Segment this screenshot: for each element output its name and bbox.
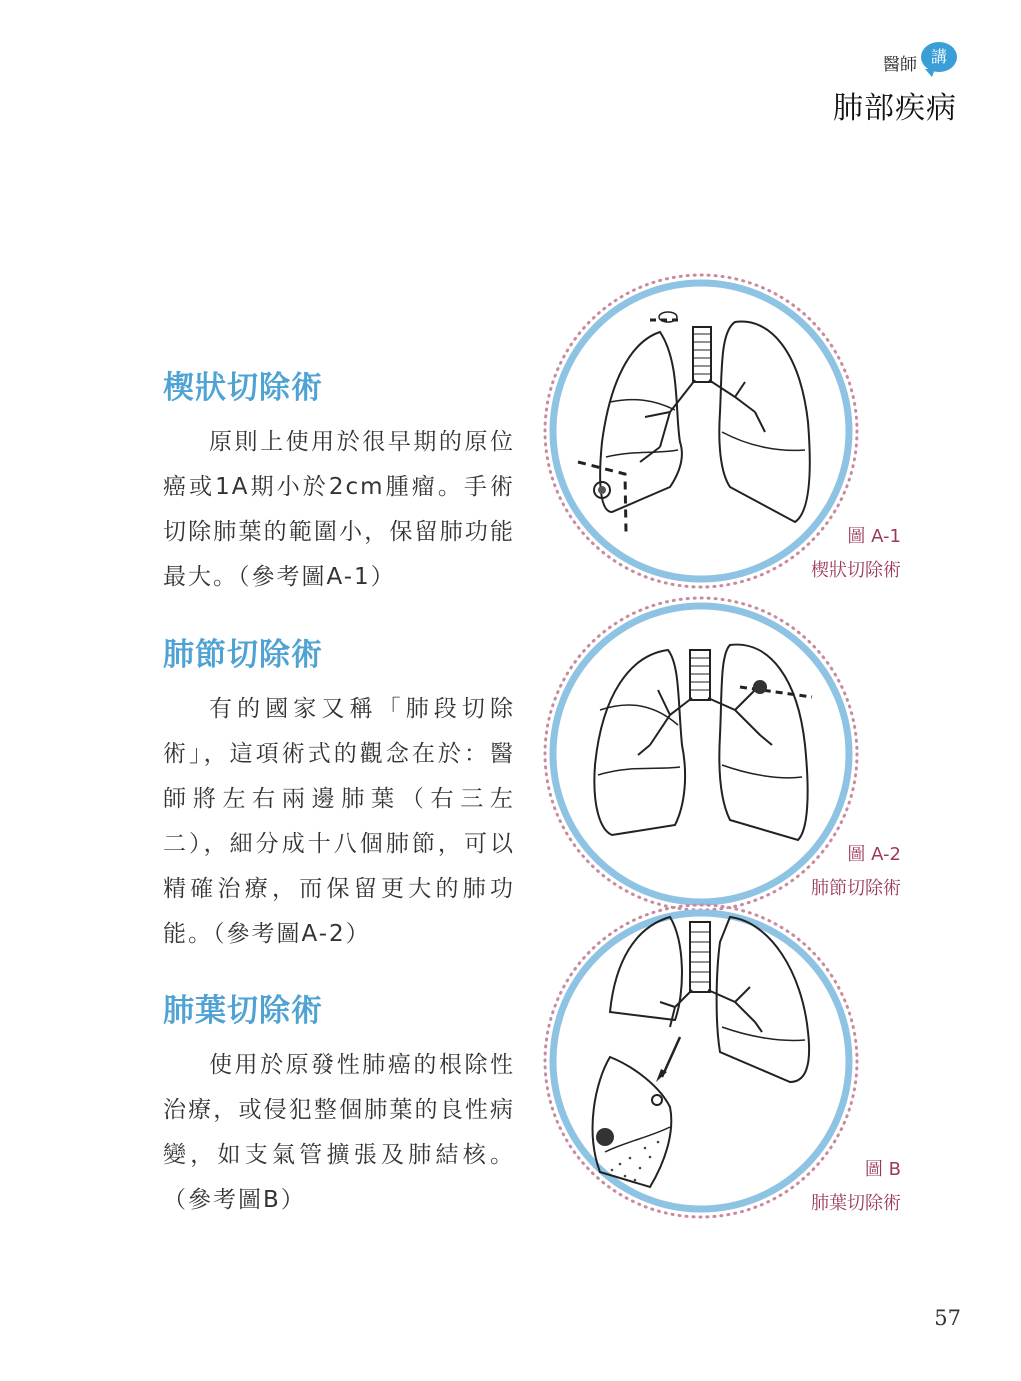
figure-label: 圖 A-1 <box>847 526 901 547</box>
caption-figure-a2 <box>811 840 901 900</box>
figure-name: 肺葉切除術 <box>811 1193 901 1214</box>
series-brand <box>883 47 957 75</box>
figure-label: 圖 A-2 <box>847 844 901 865</box>
section-text-segmentectomy: 有的國家又稱「肺段切除術」，這項術式的觀念在於：醫師將左右兩邊肺葉（右三左二），細分成十八個肺節，可以精確治療，而保留更大的肺功能。（參考圖A-2） <box>163 696 515 947</box>
chapter-subject: 肺部疾病 <box>833 91 957 126</box>
speech-bubble-icon <box>921 42 957 72</box>
section-title-wedge-resection: 楔狀切除術 <box>163 370 323 406</box>
section-title-lobectomy: 肺葉切除術 <box>163 993 323 1029</box>
brand-prefix: 醫師 <box>883 55 917 75</box>
figure-label: 圖 B <box>864 1159 901 1180</box>
page-number: 57 <box>934 1306 961 1330</box>
section-title-segmentectomy: 肺節切除術 <box>163 637 323 673</box>
figure-name: 肺節切除術 <box>811 878 901 899</box>
caption-figure-b <box>811 1155 901 1215</box>
section-text-wedge-resection: 原則上使用於很早期的原位癌或1A期小於2cm腫瘤。手術切除肺葉的範圍小，保留肺功能最大。（參考圖A-1） <box>163 429 515 590</box>
caption-figure-a1 <box>811 522 901 582</box>
figure-name: 楔狀切除術 <box>811 560 901 581</box>
section-text-lobectomy: 使用於原發性肺癌的根除性治療，或侵犯整個肺葉的良性病變，如支氣管擴張及肺結核。（參考圖B） <box>163 1052 515 1213</box>
brand-bubble-text: 講 <box>930 47 947 66</box>
running-header <box>833 47 957 127</box>
